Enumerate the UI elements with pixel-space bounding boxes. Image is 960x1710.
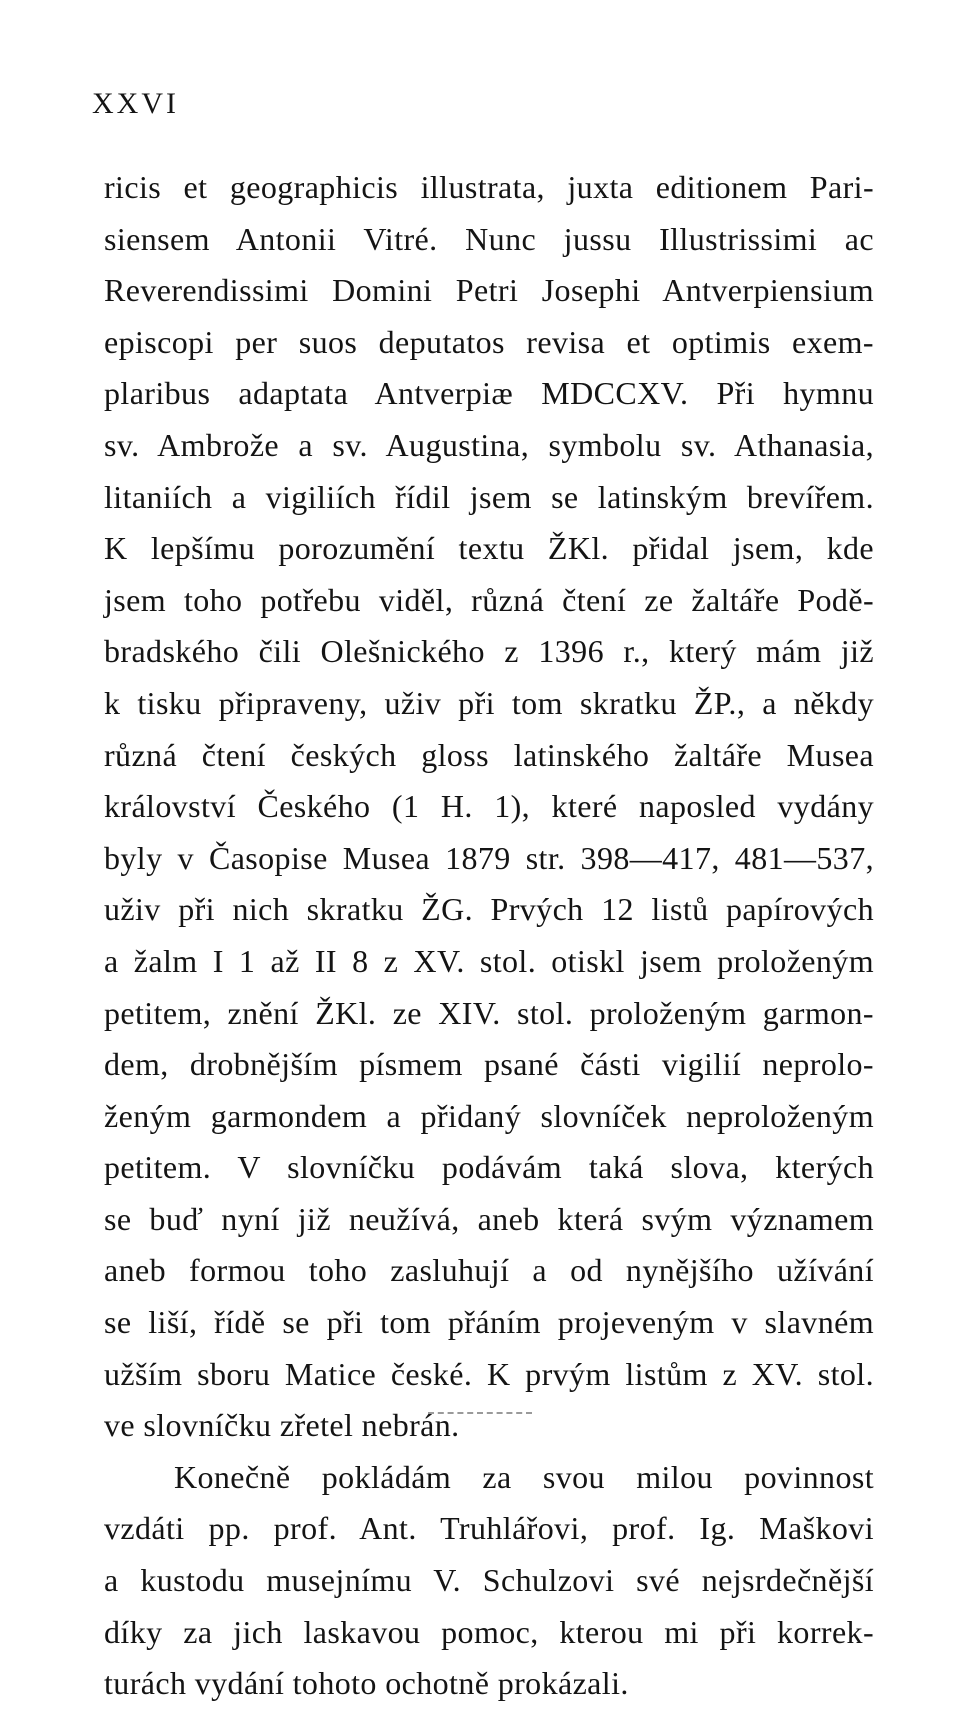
text-line: se buď nyní již neužívá, aneb která svým významem [104,1200,874,1237]
text-line: Reverendissimi Domini Petri Josephi Antverpiensium [104,272,874,309]
text-line: turách vydání tohoto ochotně prokázali. [104,1665,629,1702]
text-line: byly v Časopise Musea 1879 str. 398—417, 481—537, [104,839,874,876]
text-line: Konečně pokládám za svou milou povinnost [174,1458,874,1495]
text-line: různá čtení českých gloss latinského žaltáře Musea [104,736,874,773]
text-line: a kustodu musejnímu V. Schulzovi své nejsrdečnější [104,1562,874,1599]
body-text [104,162,874,1710]
text-line: sv. Ambrože a sv. Augustina, symbolu sv. Athanasia, [104,426,874,463]
end-rule-divider [428,1412,532,1416]
paragraph-1 [104,162,874,1452]
text-line: plaribus adaptata Antverpiæ MDCCXV. Při hymnu [104,375,874,412]
text-line: užším sboru Matice české. K prvým listům z XV. stol. [104,1355,874,1392]
text-line: aneb formou toho zasluhují a od nynějšího užívání [104,1252,874,1289]
text-line: království Českého (1 H. 1), které naposled vydány [104,788,874,825]
text-line: se liší, řídě se při tom přáním projeveným v slavném [104,1304,874,1341]
text-line: petitem, znění ŽKl. ze XIV. stol. proloženým garmon- [104,994,874,1031]
text-line: siensem Antonii Vitré. Nunc jussu Illustrissimi ac [104,220,874,257]
text-line: a žalm I 1 až II 8 z XV. stol. otiskl jsem proloženým [104,942,874,979]
page-number: XXVI [92,87,179,120]
text-line: episcopi per suos deputatos revisa et optimis exem- [104,323,874,360]
text-line: petitem. V slovníčku podávám taká slova, kterých [104,1149,874,1186]
text-line: K lepšímu porozumění textu ŽKl. přidal jsem, kde [104,530,874,567]
text-line: díky za jich laskavou pomoc, kterou mi při korrek- [104,1613,874,1650]
text-line: ve slovníčku zřetel nebrán. [104,1407,460,1444]
text-line: k tisku připraveny, uživ při tom skratku ŽP., a někdy [104,684,874,721]
text-line: dem, drobnějším písmem psané části vigilií neprolo- [104,1046,874,1083]
text-line: jsem toho potřebu viděl, různá čtení ze žaltáře Podě- [104,581,874,618]
text-line: uživ při nich skratku ŽG. Prvých 12 listů papírových [104,891,874,928]
text-line: ricis et geographicis illustrata, juxta editionem Pari- [104,169,874,205]
text-line: bradského čili Olešnického z 1396 r., který mám již [104,633,874,670]
text-line: vzdáti pp. prof. Ant. Truhlářovi, prof. Ig. Maškovi [104,1510,874,1547]
text-line: ženým garmondem a přidaný slovníček neproloženým [104,1097,874,1134]
text-line: litaniích a vigiliích řídil jsem se latinským brevířem. [104,478,874,515]
paragraph-2 [104,1452,874,1710]
